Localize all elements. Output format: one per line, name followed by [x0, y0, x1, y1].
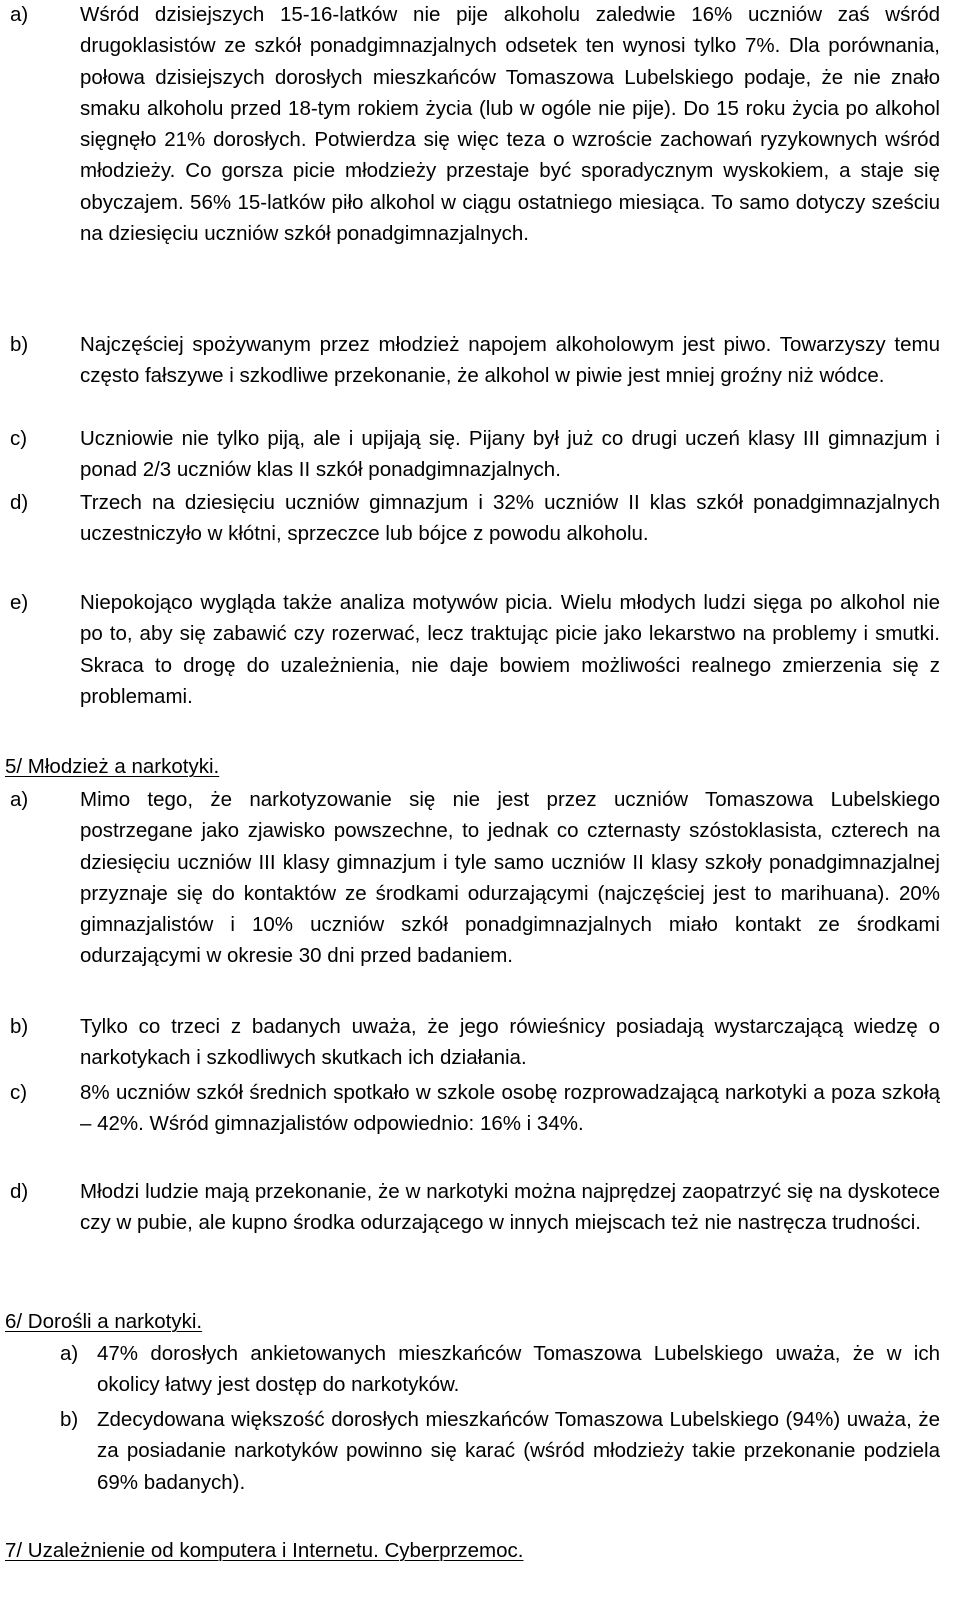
list-item-5b: [10, 1011, 940, 1074]
list-marker: a): [60, 1342, 79, 1365]
list-marker: d): [10, 491, 29, 514]
paragraph-text: Uczniowie nie tylko piją, ale i upijają się. Pijany był już co drugi uczeń klasy III gimnazjum i ponad 2/3 uczniów klas II szkół ponadgimnazjalnych.: [80, 427, 940, 482]
paragraph-text: Wśród dzisiejszych 15-16-latków nie pije alkoholu zaledwie 16% uczniów zaś wśród drugoklasistów ze szkół ponadgimnazjalnych odsetek ten wynosi tylko 7%. Dla porównania, połowa dzisiejszych dorosłych mieszkańców Tomaszowa Lubelskiego podaje, że nie znało smaku alkoholu przed 18-tym rokiem życia (lub w ogóle nie pije). Do 15 roku życia po alkohol sięgnęło 21% dorosłych. Potwierdza się więc teza o wzroście zachowań ryzykownych wśród młodzieży. Co gorsza picie młodzieży przestaje być sporadycznym wyskokiem, a staje się obyczajem. 56% 15-latków piło alkohol w ciągu ostatniego miesiąca. To samo dotyczy sześciu na dziesięciu uczniów szkół ponadgimnazjalnych.: [80, 3, 940, 246]
paragraph-text: Młodzi ludzie mają przekonanie, że w narkotyki można najprędzej zaopatrzyć się na dyskotece czy w pubie, ale kupno środka odurzającego w innych miejscach też nie nastręcza trudności.: [80, 1180, 940, 1235]
list-item-4a: [10, 0, 940, 249]
paragraph-text: 8% uczniów szkół średnich spotkało w szkole osobę rozprowadzającą narkotyki a poza szkołą – 42%. Wśród gimnazjalistów odpowiednio: 16% i 34%.: [80, 1081, 940, 1136]
paragraph-text: 47% dorosłych ankietowanych mieszkańców Tomaszowa Lubelskiego uważa, że w ich okolicy łatwy jest dostęp do narkotyków.: [97, 1342, 940, 1397]
list-marker: b): [10, 1015, 29, 1038]
list-item-4d: [10, 487, 940, 550]
list-item-6a: [60, 1338, 940, 1401]
list-marker: a): [10, 3, 29, 26]
list-item-5a: [10, 784, 940, 972]
list-item-5c: [10, 1077, 940, 1140]
paragraph-text: Niepokojąco wygląda także analiza motywów picia. Wielu młodych ludzi sięga po alkohol nie po to, aby się zabawić czy rozerwać, lecz traktując picie jako lekarstwo na problemy i smutki. Skraca to drogę do uzależnienia, nie daje bowiem możliwości realnego zmierzenia się z problemami.: [80, 591, 940, 708]
list-marker: b): [10, 333, 29, 356]
list-item-4e: [10, 587, 940, 712]
list-marker: e): [10, 591, 29, 614]
list-marker: c): [10, 1081, 28, 1104]
paragraph-text: Mimo tego, że narkotyzowanie się nie jest przez uczniów Tomaszowa Lubelskiego postrzegane jako zjawisko powszechne, to jednak co czternasty szóstoklasista, czterech na dziesięciu uczniów III klasy gimnazjum i tyle samo uczniów II klasy szkoły ponadgimnazjalnej przyznaje się do kontaktów ze środkami odurzającymi (najczęściej jest to marihuana). 20% gimnazjalistów i 10% uczniów szkół ponadgimnazjalnych miało kontakt ze środkami odurzającymi w okresie 30 dni przed badaniem.: [80, 788, 940, 968]
list-item-6b: [60, 1404, 940, 1498]
section-heading-6: 6/ Dorośli a narkotyki.: [5, 1310, 203, 1333]
paragraph-text: Tylko co trzeci z badanych uważa, że jego rówieśnicy posiadają wystarczającą wiedzę o narkotykach i szkodliwych skutkach ich działania.: [80, 1015, 940, 1070]
list-marker: d): [10, 1180, 29, 1203]
section-heading-7: 7/ Uzależnienie od komputera i Internetu. Cyberprzemoc.: [5, 1539, 524, 1562]
section-heading-5: 5/ Młodzież a narkotyki.: [5, 755, 220, 778]
paragraph-text: Zdecydowana większość dorosłych mieszkańców Tomaszowa Lubelskiego (94%) uważa, że za posiadanie narkotyków powinno się karać (wśród młodzieży takie przekonanie podziela 69% badanych).: [97, 1408, 940, 1494]
paragraph-text: Trzech na dziesięciu uczniów gimnazjum i 32% uczniów II klas szkół ponadgimnazjalnych uczestniczyło w kłótni, sprzeczce lub bójce z powodu alkoholu.: [80, 491, 940, 546]
list-item-5d: [10, 1176, 940, 1239]
list-item-4b: [10, 329, 940, 392]
paragraph-text: Najczęściej spożywanym przez młodzież napojem alkoholowym jest piwo. Towarzyszy temu często fałszywe i szkodliwe przekonanie, że alkohol w piwie jest mniej groźny niż wódce.: [80, 333, 940, 388]
list-item-4c: [10, 423, 940, 486]
list-marker: c): [10, 427, 28, 450]
list-marker: b): [60, 1408, 79, 1431]
list-marker: a): [10, 788, 29, 811]
